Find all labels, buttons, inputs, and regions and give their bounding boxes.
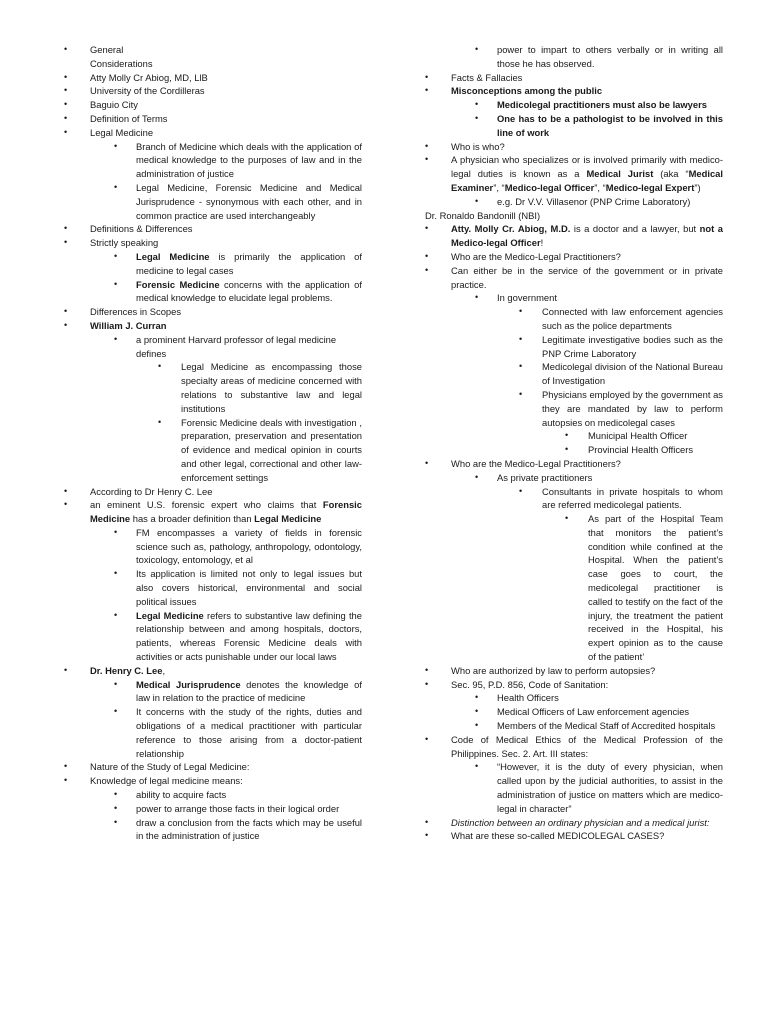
bullet-item-level-1: • Definitions & Differences xyxy=(64,222,362,236)
bullet-item-level-2 xyxy=(425,112,723,140)
bullet-item-level-2: • Its application is limited not only to legal issues but also covers historical, environmental and social political issues xyxy=(64,567,362,608)
bullet-item-level-1 xyxy=(425,84,723,98)
bold-term: Medicolegal practitioners must also be lawyers xyxy=(497,99,707,111)
bold-term: William J. Curran xyxy=(90,319,167,331)
bold-term: Legal Medicine xyxy=(254,513,322,525)
bullet-item-level-2: • e.g. Dr V.V. Villasenor (PNP Crime Laboratory) xyxy=(425,195,723,209)
bullet-item-level-2: • It concerns with the study of the rights, duties and obligations of a medical practitioner with particular reference to those arising from a doctor-patient relationship xyxy=(64,705,362,760)
bullet-item-level-1: • General Considerations xyxy=(64,43,362,71)
bullet-item-level-1: • Definition of Terms xyxy=(64,112,362,126)
italic-text: Distinction between an ordinary physician and a medical jurist: xyxy=(451,816,710,828)
bullet-item-level-1: • A physician who specializes or is involved primarily with medico-legal duties is known as a Medical Jurist (aka “Medical Examiner”, “Medico-legal Officer”, “Medico-legal Expert”) xyxy=(425,153,723,194)
bullet-item-level-2 xyxy=(425,98,723,112)
bullet-item-level-1: • University of the Cordilleras xyxy=(64,84,362,98)
bullet-item-level-1: • Atty. Molly Cr. Abiog, M.D. is a doctor and a lawyer, but not a Medico-legal Officer! xyxy=(425,222,723,250)
bullet-item-level-1: • Baguio City xyxy=(64,98,362,112)
bold-term: Medical Jurist xyxy=(586,168,654,180)
bullet-item-level-3: • Consultants in private hospitals to whom are referred medicolegal patients. xyxy=(425,485,723,513)
bold-term: Misconceptions among the public xyxy=(451,85,603,97)
bullet-item-level-0: Dr. Ronaldo Bandonill (NBI) xyxy=(425,209,541,221)
bullet-item-level-1: • an eminent U.S. forensic expert who claims that Forensic Medicine has a broader definition than Legal Medicine xyxy=(64,498,362,526)
bullet-item-level-1: • Nature of the Study of Legal Medicine: xyxy=(64,760,362,774)
bold-term: Atty. Molly Cr. Abiog, M.D. xyxy=(451,223,571,235)
bullet-item-level-1: • Dr. Henry C. Lee, xyxy=(64,664,362,678)
bold-term: Medico-legal Officer xyxy=(504,181,595,193)
bullet-item-level-3: • Legitimate investigative bodies such as the PNP Crime Laboratory xyxy=(425,333,723,361)
bold-term: Legal Medicine xyxy=(136,609,204,621)
bullet-item-level-1: • Differences in Scopes xyxy=(64,305,362,319)
bullet-item-level-1 xyxy=(64,319,362,333)
bold-term: not a Medico-legal Officer xyxy=(451,223,723,249)
bullet-item-level-3: • Legal Medicine as encompassing those specialty areas of medicine concerned with relations to substantive law and legal institutions xyxy=(64,360,362,415)
bullet-item-level-1 xyxy=(425,816,723,830)
bullet-item-level-2: • power to arrange those facts in their logical order xyxy=(64,802,362,816)
bullet-item-level-2: • Forensic Medicine concerns with the application of medical knowledge to elucidate legal problems. xyxy=(64,278,362,306)
bullet-item-level-2: • Legal Medicine refers to substantive law defining the relationship between and among hospitals, doctors, patients, whereas Forensic Medicine deals with activities or acts punishable under our local laws xyxy=(64,609,362,664)
bold-term: Medical Examiner xyxy=(451,168,723,193)
bullet-item-level-2: • a prominent Harvard professor of legal medicine defines xyxy=(64,333,362,361)
bullet-item-level-1: • Facts & Fallacies xyxy=(425,71,723,85)
bullet-item-level-2: • Legal Medicine, Forensic Medicine and Medical Jurisprudence - synonymous with each other, and in common practice are used interchangeably xyxy=(64,181,362,222)
bullet-item-level-2: • draw a conclusion from the facts which may be useful in the administration of justice xyxy=(64,816,362,844)
bullet-item-level-1: • Who is who? xyxy=(425,140,723,154)
bullet-item-level-2: • FM encompasses a variety of fields in forensic science such as, pathology, anthropology, odontology, toxicology, entomology, et al xyxy=(64,526,362,567)
bullet-item-level-2: • “However, it is the duty of every physician, when called upon by the judicial authorities, to assist in the administration of justice on matters which are medico-legal in character” xyxy=(425,760,723,815)
bullet-item-level-2: • Branch of Medicine which deals with the application of medical knowledge to the purposes of law and in the administration of justice xyxy=(64,140,362,181)
bold-term: Medical Jurisprudence xyxy=(136,678,241,690)
bold-term: Forensic Medicine xyxy=(136,278,220,290)
bullet-item-level-1: • According to Dr Henry C. Lee xyxy=(64,485,362,499)
bullet-item-level-2: • power to impart to others verbally or in writing all those he has observed. xyxy=(425,43,723,71)
right-column xyxy=(425,43,723,843)
bullet-item-level-1: • Who are the Medico-Legal Practitioners? xyxy=(425,250,723,264)
bullet-item-level-2: • Health Officers xyxy=(425,691,723,705)
bold-term: One has to be a pathologist to be involved in this line of work xyxy=(497,112,723,138)
bullet-item-level-2: • In government xyxy=(425,291,723,305)
bullet-item-level-2: • Medical Jurisprudence denotes the knowledge of law in relation to the practice of medicine xyxy=(64,678,362,706)
bullet-item-level-1: • What are these so-called MEDICOLEGAL CASES? xyxy=(425,829,723,843)
bullet-item-level-2: • Members of the Medical Staff of Accredited hospitals xyxy=(425,719,723,733)
bullet-item-level-4: • As part of the Hospital Team that monitors the patient’s condition while confined at the Hospital. When the patient’s case goes to court, the medicolegal practitioner is called to testify on the fact of the injury, the treatment the patient received in the Hospital, his expert opinion as to the cause of the patient’ xyxy=(425,512,723,664)
bullet-item-level-1: • Atty Molly Cr Abiog, MD, LlB xyxy=(64,71,362,85)
bullet-item-level-1: • Code of Medical Ethics of the Medical Profession of the Philippines. Sec. 2. Art. III states: xyxy=(425,733,723,761)
bullet-item-level-1: • Knowledge of legal medicine means: xyxy=(64,774,362,788)
bullet-item-level-2: • ability to acquire facts xyxy=(64,788,362,802)
bullet-item-level-2: • Legal Medicine is primarily the application of medicine to legal cases xyxy=(64,250,362,278)
bullet-item-level-1: • Can either be in the service of the government or in private practice. xyxy=(425,264,723,292)
bullet-item-level-1: • Who are the Medico-Legal Practitioners? xyxy=(425,457,723,471)
bullet-item-level-3: • Forensic Medicine deals with investigation , preparation, preservation and presentation of evidence and medical opinion in courts and other legal, correctional and other law-enforcement settings xyxy=(64,416,362,485)
bold-term: Medico-legal Expert xyxy=(605,181,695,193)
bold-term: Dr. Henry C. Lee xyxy=(90,664,163,676)
bullet-item-level-2: • As private practitioners xyxy=(425,471,723,485)
bold-term: Forensic Medicine xyxy=(90,499,362,525)
bullet-item-level-1: • Strictly speaking xyxy=(64,236,362,250)
bullet-item-level-2: • Medical Officers of Law enforcement agencies xyxy=(425,705,723,719)
bullet-item-level-3: • Physicians employed by the government as they are mandated by law to perform autopsies on medicolegal cases xyxy=(425,388,723,429)
left-column xyxy=(64,43,362,843)
bullet-item-level-1: • Who are authorized by law to perform autopsies? xyxy=(425,664,723,678)
bullet-item-level-3: • Connected with law enforcement agencies such as the police departments xyxy=(425,305,723,333)
bullet-item-level-1: • Legal Medicine xyxy=(64,126,362,140)
bullet-item-level-4: • Provincial Health Officers xyxy=(425,443,723,457)
bold-term: Legal Medicine xyxy=(136,250,210,262)
bullet-item-level-1: • Sec. 95, P.D. 856, Code of Sanitation: xyxy=(425,678,723,692)
bullet-item-level-4: • Municipal Health Officer xyxy=(425,429,723,443)
bullet-item-level-3: • Medicolegal division of the National Bureau of Investigation xyxy=(425,360,723,388)
